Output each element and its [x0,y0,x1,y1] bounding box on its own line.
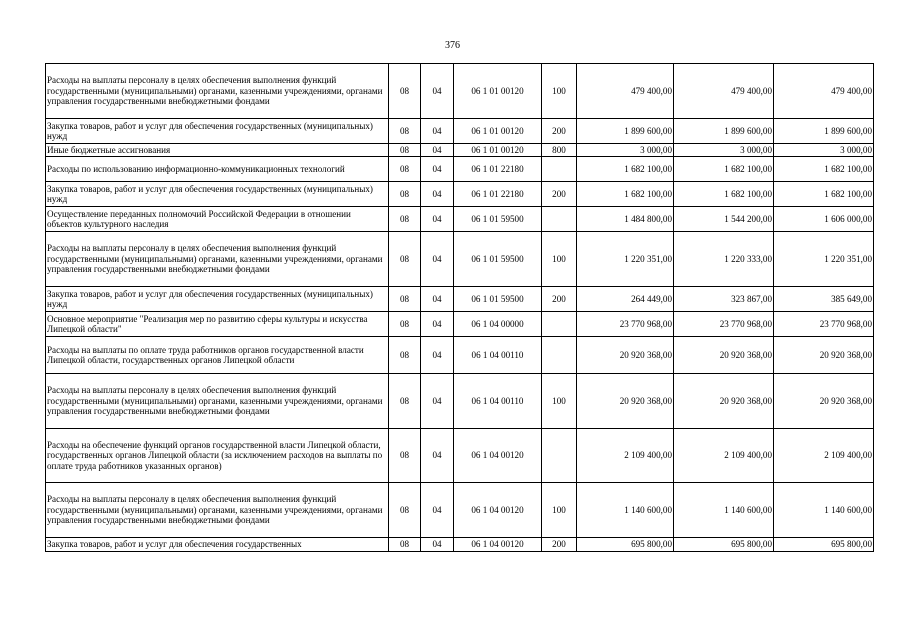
section-code: 08 [389,483,421,538]
subsection-code: 04 [421,207,454,232]
target-article: 06 1 01 00120 [454,119,542,144]
page-number: 376 [445,40,460,51]
expense-type [542,157,577,182]
amount-year-2: 20 920 368,00 [674,337,774,374]
table-row [46,144,874,157]
expense-type: 200 [542,119,577,144]
target-article: 06 1 04 00120 [454,483,542,538]
section-code: 08 [389,374,421,429]
row-name: Закупка товаров, работ и услуг для обеспечения государственных (муниципальных) нужд [46,287,389,312]
subsection-code: 04 [421,337,454,374]
target-article: 06 1 04 00000 [454,312,542,337]
subsection-code: 04 [421,312,454,337]
table-row [46,157,874,182]
row-name: Расходы на выплаты персоналу в целях обеспечения выполнения функций государственными (муниципальными) органами, казенными учреждениями, органами управления государственными внебюджетными фондами [46,64,389,119]
expense-type [542,312,577,337]
table-row [46,232,874,287]
amount-year-1: 1 682 100,00 [577,157,674,182]
amount-year-1: 1 682 100,00 [577,182,674,207]
target-article: 06 1 01 59500 [454,232,542,287]
amount-year-1: 1 899 600,00 [577,119,674,144]
amount-year-1: 1 484 800,00 [577,207,674,232]
amount-year-2: 23 770 968,00 [674,312,774,337]
subsection-code: 04 [421,429,454,483]
row-name: Расходы на выплаты персоналу в целях обеспечения выполнения функций государственными (муниципальными) органами, казенными учреждениями, органами управления государственными внебюджетными фондами [46,232,389,287]
section-code: 08 [389,144,421,157]
amount-year-3: 3 000,00 [774,144,874,157]
expense-type [542,337,577,374]
amount-year-3: 20 920 368,00 [774,337,874,374]
amount-year-2: 1 899 600,00 [674,119,774,144]
subsection-code: 04 [421,64,454,119]
amount-year-1: 1 220 351,00 [577,232,674,287]
amount-year-1: 479 400,00 [577,64,674,119]
amount-year-1: 2 109 400,00 [577,429,674,483]
row-name: Осуществление переданных полномочий Российской Федерации в отношении объектов культурного наследия [46,207,389,232]
expense-type: 100 [542,374,577,429]
expense-type: 200 [542,182,577,207]
target-article: 06 1 04 00120 [454,538,542,552]
subsection-code: 04 [421,144,454,157]
section-code: 08 [389,312,421,337]
section-code: 08 [389,182,421,207]
target-article: 06 1 01 59500 [454,207,542,232]
row-name: Расходы на выплаты персоналу в целях обеспечения выполнения функций государственными (муниципальными) органами, казенными учреждениями, органами управления государственными внебюджетными фондами [46,483,389,538]
subsection-code: 04 [421,374,454,429]
amount-year-2: 1 682 100,00 [674,157,774,182]
expense-type: 200 [542,538,577,552]
target-article: 06 1 01 22180 [454,157,542,182]
section-code: 08 [389,119,421,144]
amount-year-2: 2 109 400,00 [674,429,774,483]
expense-type [542,207,577,232]
amount-year-1: 3 000,00 [577,144,674,157]
table-row [46,337,874,374]
table-row [46,312,874,337]
section-code: 08 [389,157,421,182]
target-article: 06 1 04 00120 [454,429,542,483]
subsection-code: 04 [421,287,454,312]
amount-year-2: 3 000,00 [674,144,774,157]
subsection-code: 04 [421,483,454,538]
amount-year-2: 20 920 368,00 [674,374,774,429]
row-name: Закупка товаров, работ и услуг для обеспечения государственных (муниципальных) нужд [46,182,389,207]
section-code: 08 [389,64,421,119]
target-article: 06 1 01 59500 [454,287,542,312]
section-code: 08 [389,429,421,483]
amount-year-3: 20 920 368,00 [774,374,874,429]
amount-year-3: 695 800,00 [774,538,874,552]
target-article: 06 1 01 00120 [454,144,542,157]
amount-year-2: 479 400,00 [674,64,774,119]
table-row [46,538,874,552]
target-article: 06 1 01 00120 [454,64,542,119]
subsection-code: 04 [421,182,454,207]
expense-type: 100 [542,64,577,119]
amount-year-3: 479 400,00 [774,64,874,119]
row-name: Расходы на обеспечение функций органов государственной власти Липецкой области, государственных органов Липецкой области (за исключением расходов на выплаты по оплате труда работников указанных органов) [46,429,389,483]
amount-year-3: 1 899 600,00 [774,119,874,144]
section-code: 08 [389,207,421,232]
amount-year-1: 1 140 600,00 [577,483,674,538]
amount-year-3: 1 220 351,00 [774,232,874,287]
expense-type: 100 [542,232,577,287]
amount-year-3: 1 682 100,00 [774,182,874,207]
section-code: 08 [389,538,421,552]
row-name: Расходы по использованию информационно-коммуникационных технологий [46,157,389,182]
subsection-code: 04 [421,119,454,144]
section-code: 08 [389,337,421,374]
expense-type: 800 [542,144,577,157]
amount-year-2: 1 220 333,00 [674,232,774,287]
amount-year-3: 1 682 100,00 [774,157,874,182]
amount-year-3: 1 140 600,00 [774,483,874,538]
row-name: Закупка товаров, работ и услуг для обеспечения государственных (муниципальных) нужд [46,119,389,144]
target-article: 06 1 01 22180 [454,182,542,207]
amount-year-2: 1 682 100,00 [674,182,774,207]
amount-year-2: 695 800,00 [674,538,774,552]
amount-year-2: 1 544 200,00 [674,207,774,232]
table-row [46,287,874,312]
row-name: Закупка товаров, работ и услуг для обеспечения государственных [46,538,389,552]
row-name: Основное мероприятие "Реализация мер по развитию сферы культуры и искусства Липецкой области" [46,312,389,337]
budget-table [45,63,874,552]
amount-year-1: 695 800,00 [577,538,674,552]
table-body [46,64,874,552]
subsection-code: 04 [421,232,454,287]
section-code: 08 [389,232,421,287]
table-row [46,64,874,119]
amount-year-1: 20 920 368,00 [577,337,674,374]
target-article: 06 1 04 00110 [454,374,542,429]
row-name: Расходы на выплаты персоналу в целях обеспечения выполнения функций государственными (муниципальными) органами, казенными учреждениями, органами управления государственными внебюджетными фондами [46,374,389,429]
expense-type [542,429,577,483]
row-name: Иные бюджетные ассигнования [46,144,389,157]
table-row [46,119,874,144]
amount-year-1: 23 770 968,00 [577,312,674,337]
amount-year-3: 1 606 000,00 [774,207,874,232]
amount-year-2: 323 867,00 [674,287,774,312]
amount-year-3: 23 770 968,00 [774,312,874,337]
amount-year-1: 264 449,00 [577,287,674,312]
table-row [46,483,874,538]
table-row [46,182,874,207]
subsection-code: 04 [421,538,454,552]
amount-year-1: 20 920 368,00 [577,374,674,429]
section-code: 08 [389,287,421,312]
table-row [46,207,874,232]
amount-year-3: 2 109 400,00 [774,429,874,483]
row-name: Расходы на выплаты по оплате труда работников органов государственной власти Липецкой области, государственных органов Липецкой области [46,337,389,374]
subsection-code: 04 [421,157,454,182]
expense-type: 200 [542,287,577,312]
expense-type: 100 [542,483,577,538]
amount-year-2: 1 140 600,00 [674,483,774,538]
amount-year-3: 385 649,00 [774,287,874,312]
target-article: 06 1 04 00110 [454,337,542,374]
table-row [46,374,874,429]
table-row [46,429,874,483]
